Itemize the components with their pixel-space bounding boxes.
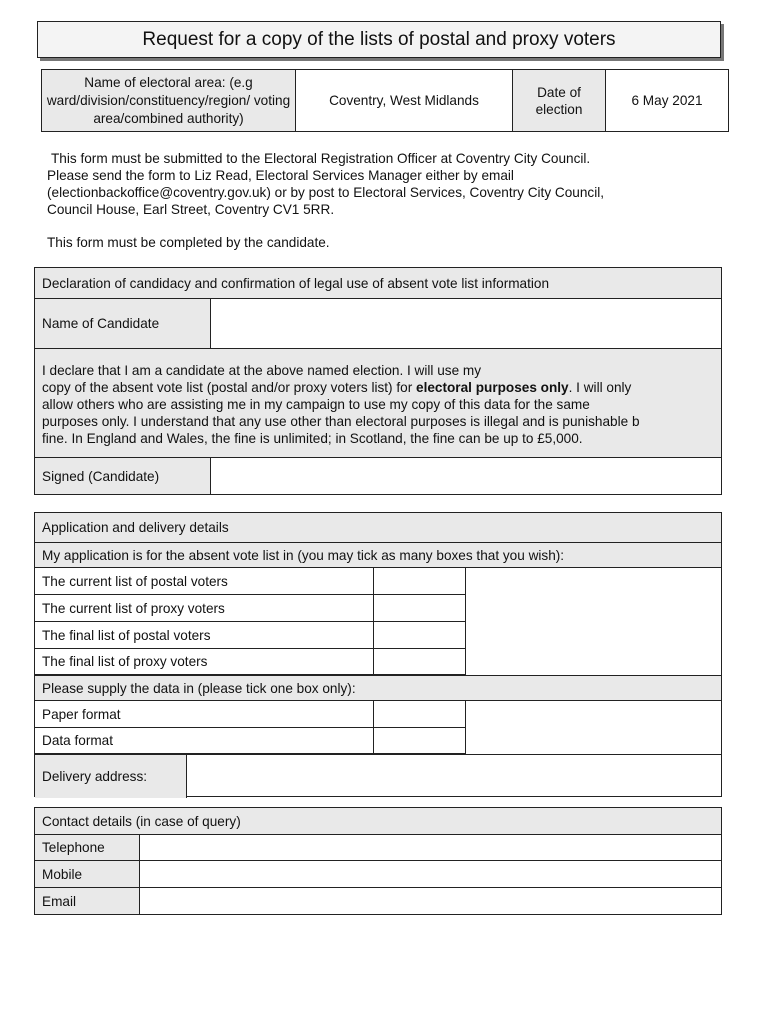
format-option-paper: Paper format (42, 706, 121, 722)
tickbox-final-postal[interactable] (373, 622, 466, 648)
declaration-line-1: I declare that I am a candidate at the above named election. I will use my (42, 363, 482, 378)
intro-line-4: Council House, Earl Street, Coventry CV1 5RR. (47, 202, 335, 217)
declaration-section (34, 267, 722, 495)
mobile-label: Mobile (35, 861, 140, 887)
contact-header: Contact details (in case of query) (42, 813, 241, 829)
mobile-field[interactable] (140, 861, 721, 887)
intro-paragraph (47, 150, 737, 218)
declaration-line-4: purposes only. I understand that any use other than electoral purposes is illegal and is punishable b (42, 414, 640, 429)
electoral-purposes-emphasis: electoral purposes only (416, 380, 569, 395)
telephone-label: Telephone (35, 835, 140, 860)
declaration-text (35, 349, 721, 457)
delivery-address-label: Delivery address: (35, 755, 187, 798)
tickbox-final-proxy[interactable] (373, 649, 466, 674)
election-date-label: Date of election (513, 70, 606, 132)
completed-by-note: This form must be completed by the candidate. (47, 235, 330, 250)
electoral-area-label: Name of electoral area: (e.g ward/division/constituency/region/ voting area/combined authority) (42, 70, 296, 132)
email-field[interactable] (140, 888, 721, 914)
signed-label: Signed (Candidate) (35, 458, 211, 494)
intro-line-1: This form must be submitted to the Electoral Registration Officer at Coventry City Council. (51, 151, 591, 166)
list-option-final-proxy: The final list of proxy voters (42, 654, 208, 669)
declaration-line-3: allow others who are assisting me in my campaign to use my copy of this data for the same (42, 397, 590, 412)
signature-field[interactable] (211, 458, 721, 494)
candidate-name-field[interactable] (211, 299, 721, 348)
declaration-line-5: fine. In England and Wales, the fine is unlimited; in Scotland, the fine can be up to £5,000. (42, 431, 583, 446)
election-date-value: 6 May 2021 (606, 70, 729, 132)
declaration-line-2-pre: copy of the absent vote list (postal and/or proxy voters list) for (42, 380, 417, 395)
electoral-area-value: Coventry, West Midlands (296, 70, 513, 132)
declaration-line-2-post: . I will only (568, 380, 632, 395)
delivery-address-field[interactable] (187, 755, 721, 798)
contact-section (34, 807, 722, 915)
application-section (34, 512, 722, 797)
format-option-data: Data format (42, 733, 114, 748)
tickbox-current-postal[interactable] (373, 568, 466, 594)
list-option-current-proxy: The current list of proxy voters (42, 600, 225, 616)
list-option-final-postal: The final list of postal voters (42, 627, 211, 643)
intro-line-3: (electionbackoffice@coventry.gov.uk) or by post to Electoral Services, Coventry City Council, (47, 185, 605, 200)
format-prompt: Please supply the data in (please tick one box only): (42, 680, 356, 696)
electoral-area-table (41, 69, 729, 132)
list-prompt: My application is for the absent vote list in (you may tick as many boxes that you wish): (42, 547, 565, 563)
tickbox-data[interactable] (373, 728, 466, 753)
tickbox-current-proxy[interactable] (373, 595, 466, 621)
application-header: Application and delivery details (42, 520, 229, 535)
list-option-current-postal: The current list of postal voters (42, 573, 228, 589)
intro-line-2: Please send the form to Liz Read, Electoral Services Manager either by email (47, 168, 514, 183)
declaration-header: Declaration of candidacy and confirmation of legal use of absent vote list information (42, 275, 550, 291)
email-label: Email (35, 888, 140, 914)
declaration-line-2 (42, 379, 721, 396)
form-title: Request for a copy of the lists of postal and proxy voters (37, 21, 721, 58)
candidate-name-label: Name of Candidate (35, 299, 211, 348)
tickbox-paper[interactable] (373, 701, 466, 727)
telephone-field[interactable] (140, 835, 721, 860)
